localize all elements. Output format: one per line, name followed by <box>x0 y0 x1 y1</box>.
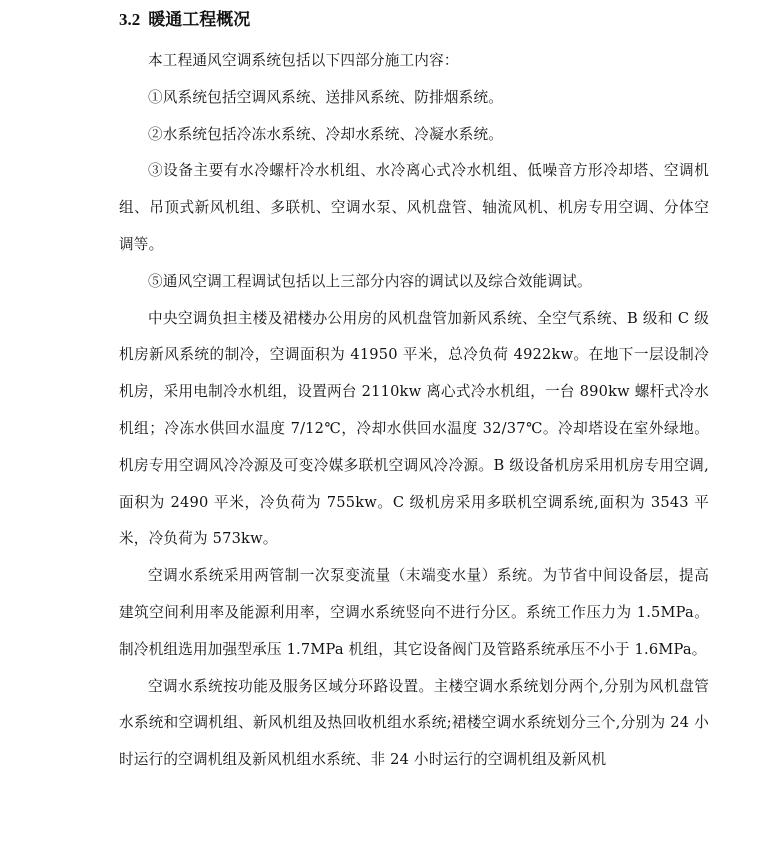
paragraph-item-3: ③设备主要有水冷螺杆冷水机组、水冷离心式冷水机组、低噪音方形冷却塔、空调机组、吊顶式新风机组、多联机、空调水泵、风机盘管、轴流风机、机房专用空调、分体空调等。 <box>119 162 709 253</box>
section-number: 3.2 <box>119 10 141 29</box>
body-text <box>119 43 709 779</box>
paragraph-item-1: ①风系统包括空调风系统、送排风系统、防排烟系统。 <box>148 88 504 106</box>
paragraph-intro: 本工程通风空调系统包括以下四部分施工内容： <box>148 52 459 69</box>
paragraph-item-2: ②水系统包括冷冻水系统、冷却水系统、冷凝水系统。 <box>148 125 504 143</box>
paragraph-water-system: 空调水系统采用两管制一次泵变流量（末端变水量）系统。为节省中间设备层，提高建筑空间利用率及能源利用率，空调水系统竖向不进行分区。系统工作压力为 1.5MPa。制冷机组选用加强型承压 1.7MPa 机组，其它设备阀门及管路系统承压不小于 1.6MPa。 <box>119 567 709 658</box>
section-heading <box>119 8 250 32</box>
paragraph-item-5: ⑤通风空调工程调试包括以上三部分内容的调试以及综合效能调试。 <box>148 272 592 290</box>
paragraph-water-loops: 空调水系统按功能及服务区域分环路设置。主楼空调水系统划分两个,分别为风机盘管水系统和空调机组、新风机组及热回收机组水系统;裙楼空调水系统划分三个,分别为 24 小时运行的空调机组及新风机组水系统、非 24 小时运行的空调机组及新风机 <box>119 677 709 769</box>
section-title: 暖通工程概况 <box>148 10 251 30</box>
paragraph-central-ac: 中央空调负担主楼及裙楼办公用房的风机盘管加新风系统、全空气系统、B 级和 C 级机房新风系统的制冷，空调面积为 41950 平米，总冷负荷 4922kw。在地下一层设制冷机房，采用电制冷水机组，设置两台 2110kw 离心式冷水机组，一台 890kw 螺杆式冷水机组；冷冻水供回水温度 7/12℃，冷却水供回水温度 32/37℃。冷却塔设在室外绿地。机房专用空调风冷冷源及可变冷媒多联机空调风冷冷源。B 级设备机房采用机房专用空调,面积为 2490 平米，冷负荷为 755kw。C 级机房采用多联机空调系统,面积为 3543 平米，冷负荷为 573kw。 <box>119 309 709 548</box>
